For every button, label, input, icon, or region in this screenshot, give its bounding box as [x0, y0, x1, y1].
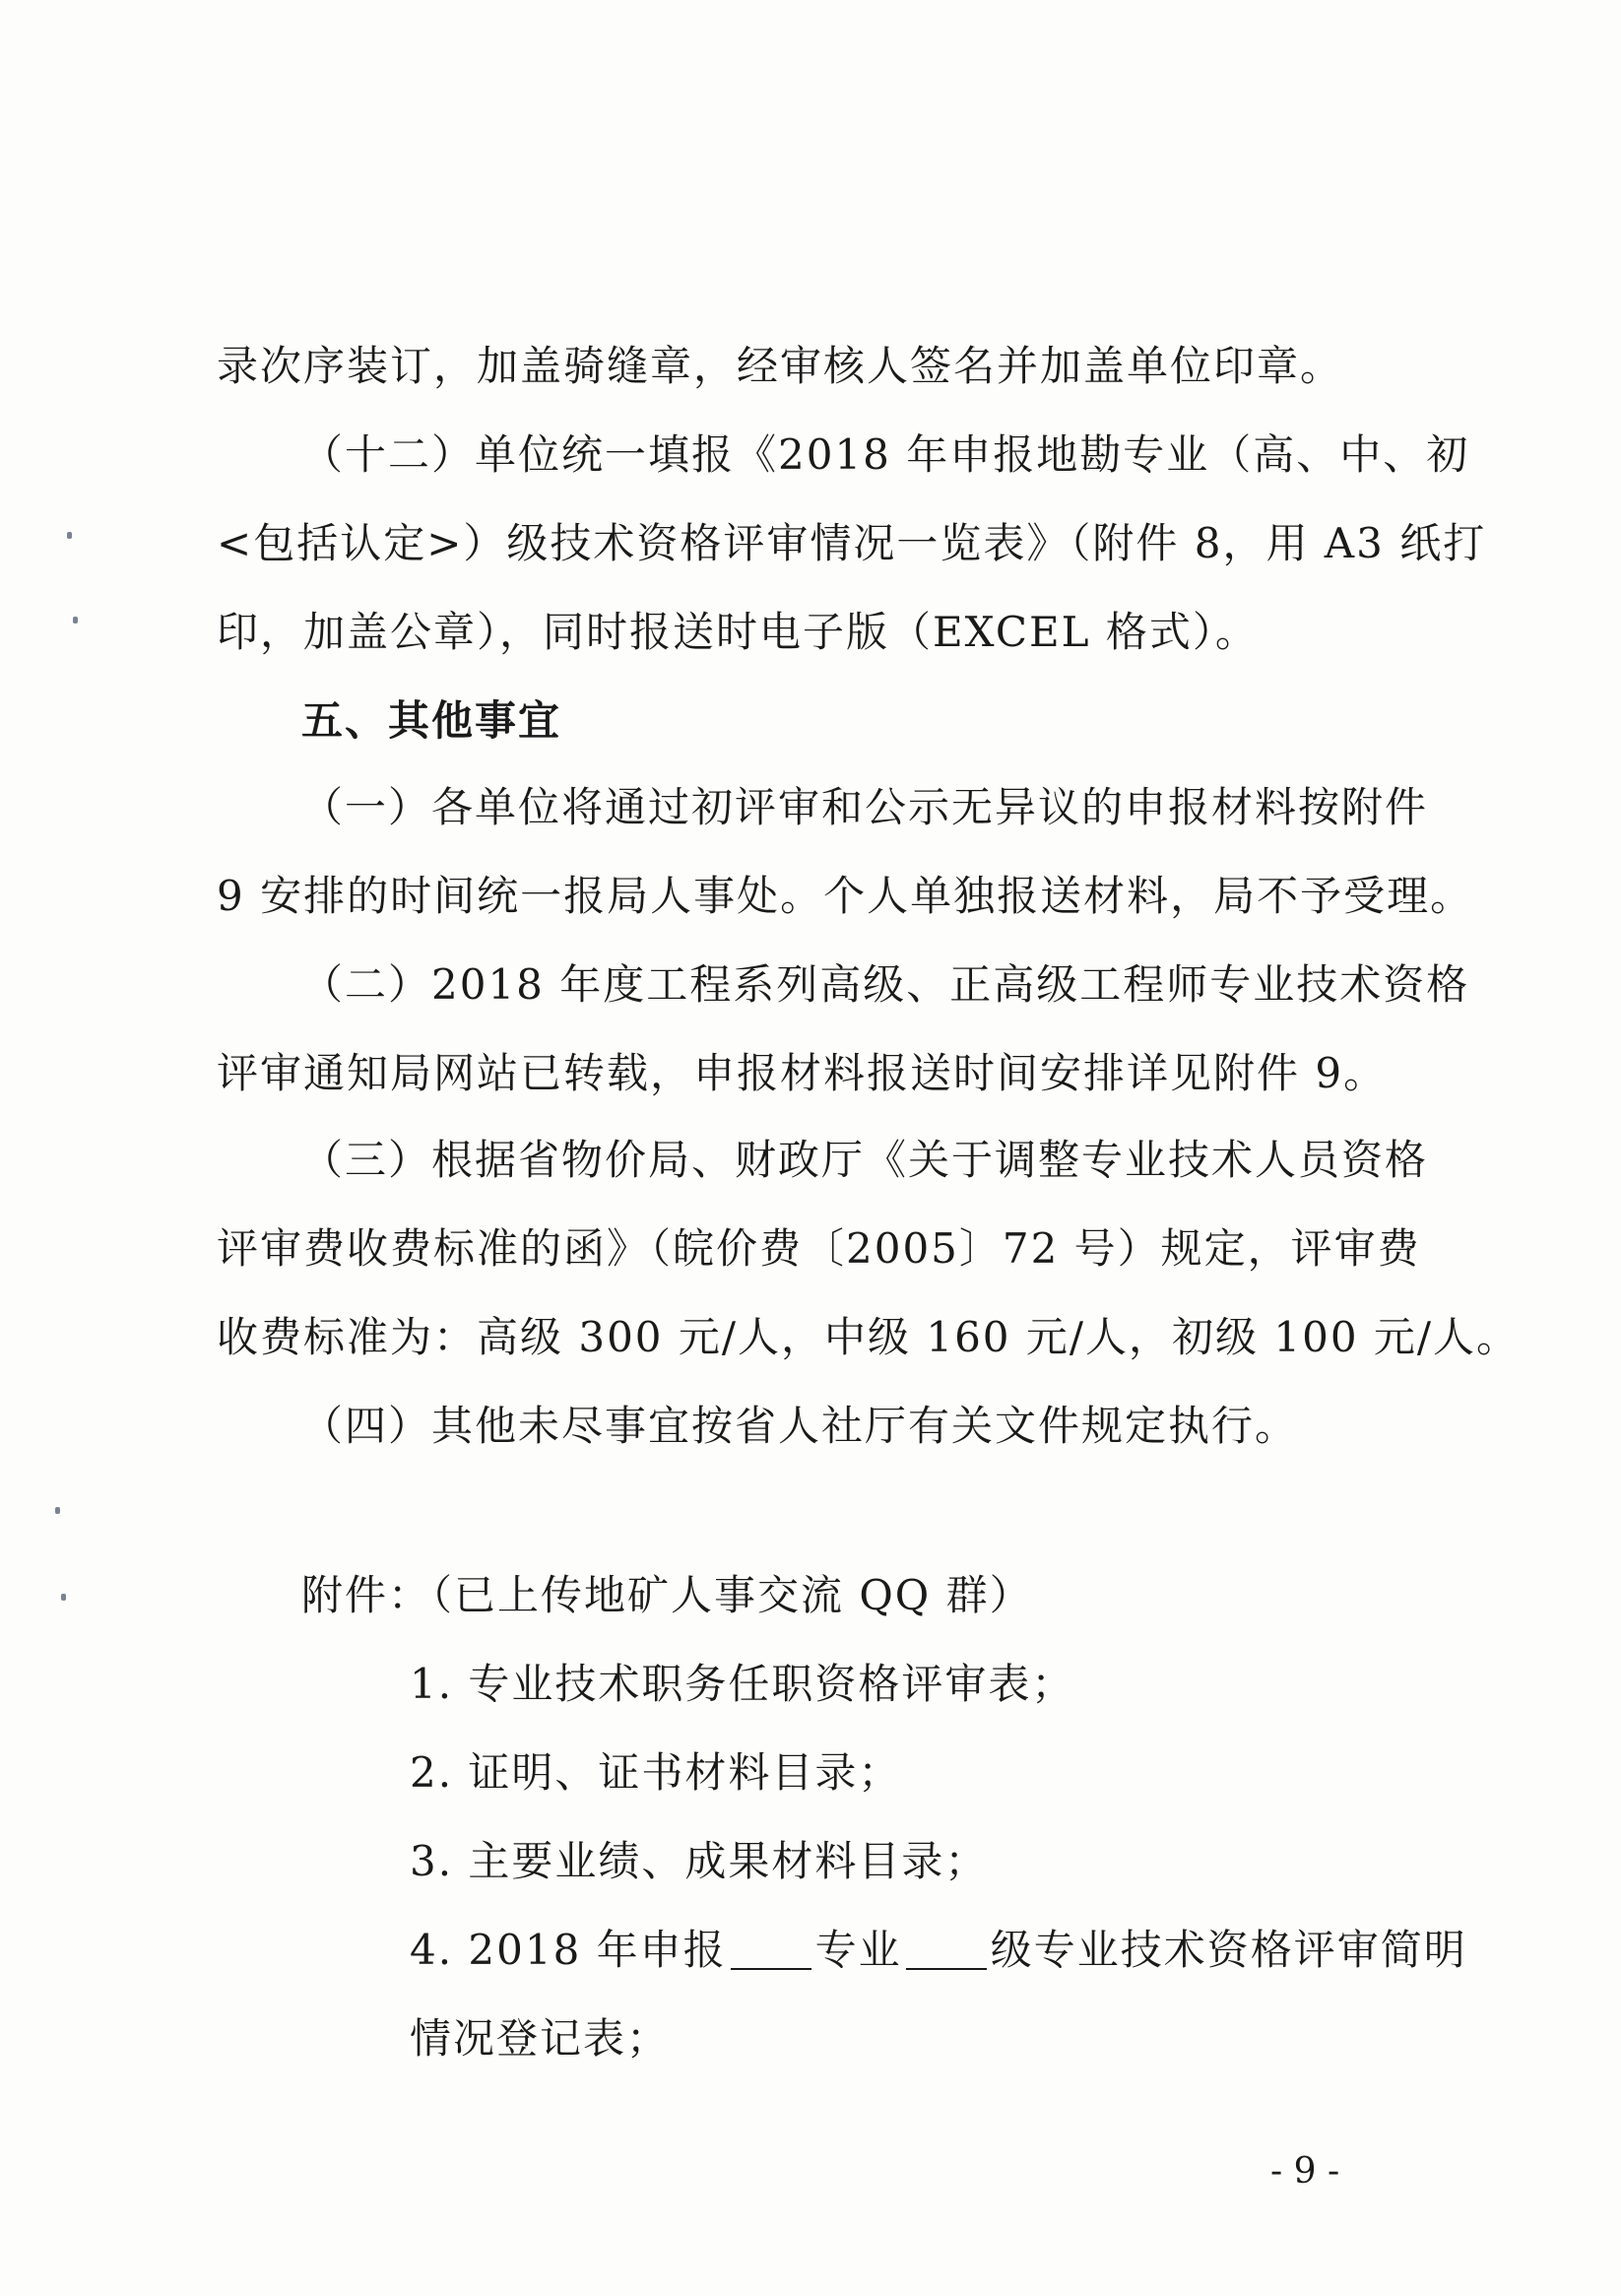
text-line-3: <包括认定>）级技术资格评审情况一览表》（附件 8，用 A3 纸打 [217, 519, 1487, 567]
scan-speck [67, 532, 72, 539]
text-line-11: 评审费收费标准的函》（皖价费〔2005〕72 号）规定，评审费 [217, 1224, 1421, 1273]
scan-speck [73, 617, 78, 623]
text-line-13: （四）其他未尽事宜按省人社厅有关文件规定执行。 [301, 1402, 1299, 1450]
text-line-6: （一）各单位将通过初评审和公示无异议的申报材料按附件 [301, 783, 1429, 831]
text-line-10: （三）根据省物价局、财政厅《关于调整专业技术人员资格 [301, 1136, 1429, 1184]
scan-speck [55, 1507, 60, 1514]
attachment-item-2: 2. 证明、证书材料目录； [410, 1748, 902, 1797]
page-number: - 9 - [1270, 2151, 1340, 2192]
attachment-item-4-continuation: 情况登记表； [410, 2014, 671, 2063]
attachment-item-3: 3. 主要业绩、成果材料目录； [410, 1837, 989, 1885]
attachment-item-4-middle: 专业 [814, 1926, 902, 1974]
fill-in-blank [906, 1929, 987, 1970]
text-line-2: （十二）单位统一填报《2018 年申报地勘专业（高、中、初 [301, 430, 1470, 479]
fill-in-blank [731, 1929, 811, 1970]
text-line-12: 收费标准为：高级 300 元/人，中级 160 元/人，初级 100 元/人。 [217, 1313, 1521, 1361]
text-line-8: （二）2018 年度工程系列高级、正高级工程师专业技术资格 [301, 960, 1470, 1009]
attachment-item-4-prefix: 4. 2018 年申报 [410, 1926, 727, 1974]
attachments-heading: 附件：（已上传地矿人事交流 QQ 群） [301, 1571, 1033, 1619]
text-line-4: 印，加盖公章），同时报送时电子版（EXCEL 格式）。 [217, 608, 1259, 656]
text-line-7: 9 安排的时间统一报局人事处。个人单独报送材料，局不予受理。 [217, 872, 1474, 920]
attachment-item-4-suffix: 级专业技术资格评审简明 [990, 1926, 1467, 1974]
attachment-item-4 [410, 1921, 1467, 1980]
attachment-item-1: 1. 专业技术职务任职资格评审表； [410, 1660, 1075, 1708]
text-line-9: 评审通知局网站已转载，申报材料报送时间安排详见附件 9。 [217, 1049, 1388, 1097]
section-heading-other-matters: 五、其他事宜 [301, 696, 562, 745]
scan-speck [61, 1594, 66, 1601]
text-line-1: 录次序装订，加盖骑缝章，经审核人签名并加盖单位印章。 [217, 342, 1344, 390]
